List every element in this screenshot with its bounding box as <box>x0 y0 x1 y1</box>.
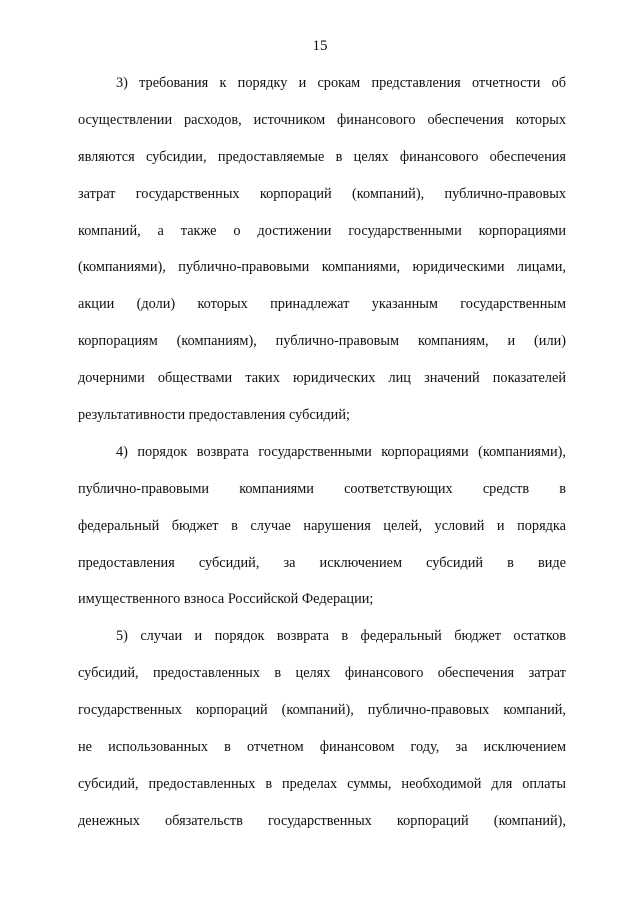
text-line: публично-правовыми компаниями соответствующих средств в <box>78 480 566 497</box>
text-line: 5) случаи и порядок возврата в федеральный бюджет остатков <box>116 628 566 645</box>
text-line: 3) требования к порядку и срокам представления отчетности об <box>116 75 566 91</box>
text-line: предоставления субсидий, за исключением субсидий в виде <box>78 554 566 571</box>
text-line: являются субсидии, предоставляемые в целях финансового обеспечения <box>78 148 566 165</box>
paragraph-3-reporting-requirements <box>78 65 566 434</box>
text-line: 4) порядок возврата государственными корпорациями (компаниями), <box>116 443 566 460</box>
page-number: 15 <box>312 38 328 54</box>
paragraph-4-refund-procedure <box>78 434 566 618</box>
text-line: субсидий, предоставленных в пределах суммы, необходимой для оплаты <box>78 775 566 792</box>
text-line: федеральный бюджет в случае нарушения целей, условий и порядка <box>78 517 566 534</box>
text-line: государственных корпораций (компаний), публично-правовых компаний, <box>78 702 566 719</box>
paragraph-5-remaining-subsidies <box>78 618 566 839</box>
text-line: корпорациям (компаниям), публично-правовым компаниям, и (или) <box>78 333 566 350</box>
text-line: денежных обязательств государственных корпораций (компаний), <box>78 812 566 829</box>
text-line: имущественного взноса Российской Федерации; <box>78 591 374 608</box>
text-line: затрат государственных корпораций (компаний), публично-правовых <box>78 185 566 202</box>
text-line: компаний, а также о достижении государственными корпорациями <box>78 222 566 239</box>
document-body <box>78 65 566 840</box>
text-line: осуществлении расходов, источником финансового обеспечения которых <box>78 111 566 128</box>
text-line: не использованных в отчетном финансовом году, за исключением <box>78 739 566 756</box>
text-line: дочерними обществами таких юридических лиц значений показателей <box>78 370 566 387</box>
text-line: (компаниями), публично-правовыми компаниями, юридическими лицами, <box>78 259 566 276</box>
text-line: акции (доли) которых принадлежат указанным государственным <box>78 296 566 313</box>
text-line: результативности предоставления субсидий; <box>78 407 350 424</box>
text-line: субсидий, предоставленных в целях финансового обеспечения затрат <box>78 665 566 682</box>
